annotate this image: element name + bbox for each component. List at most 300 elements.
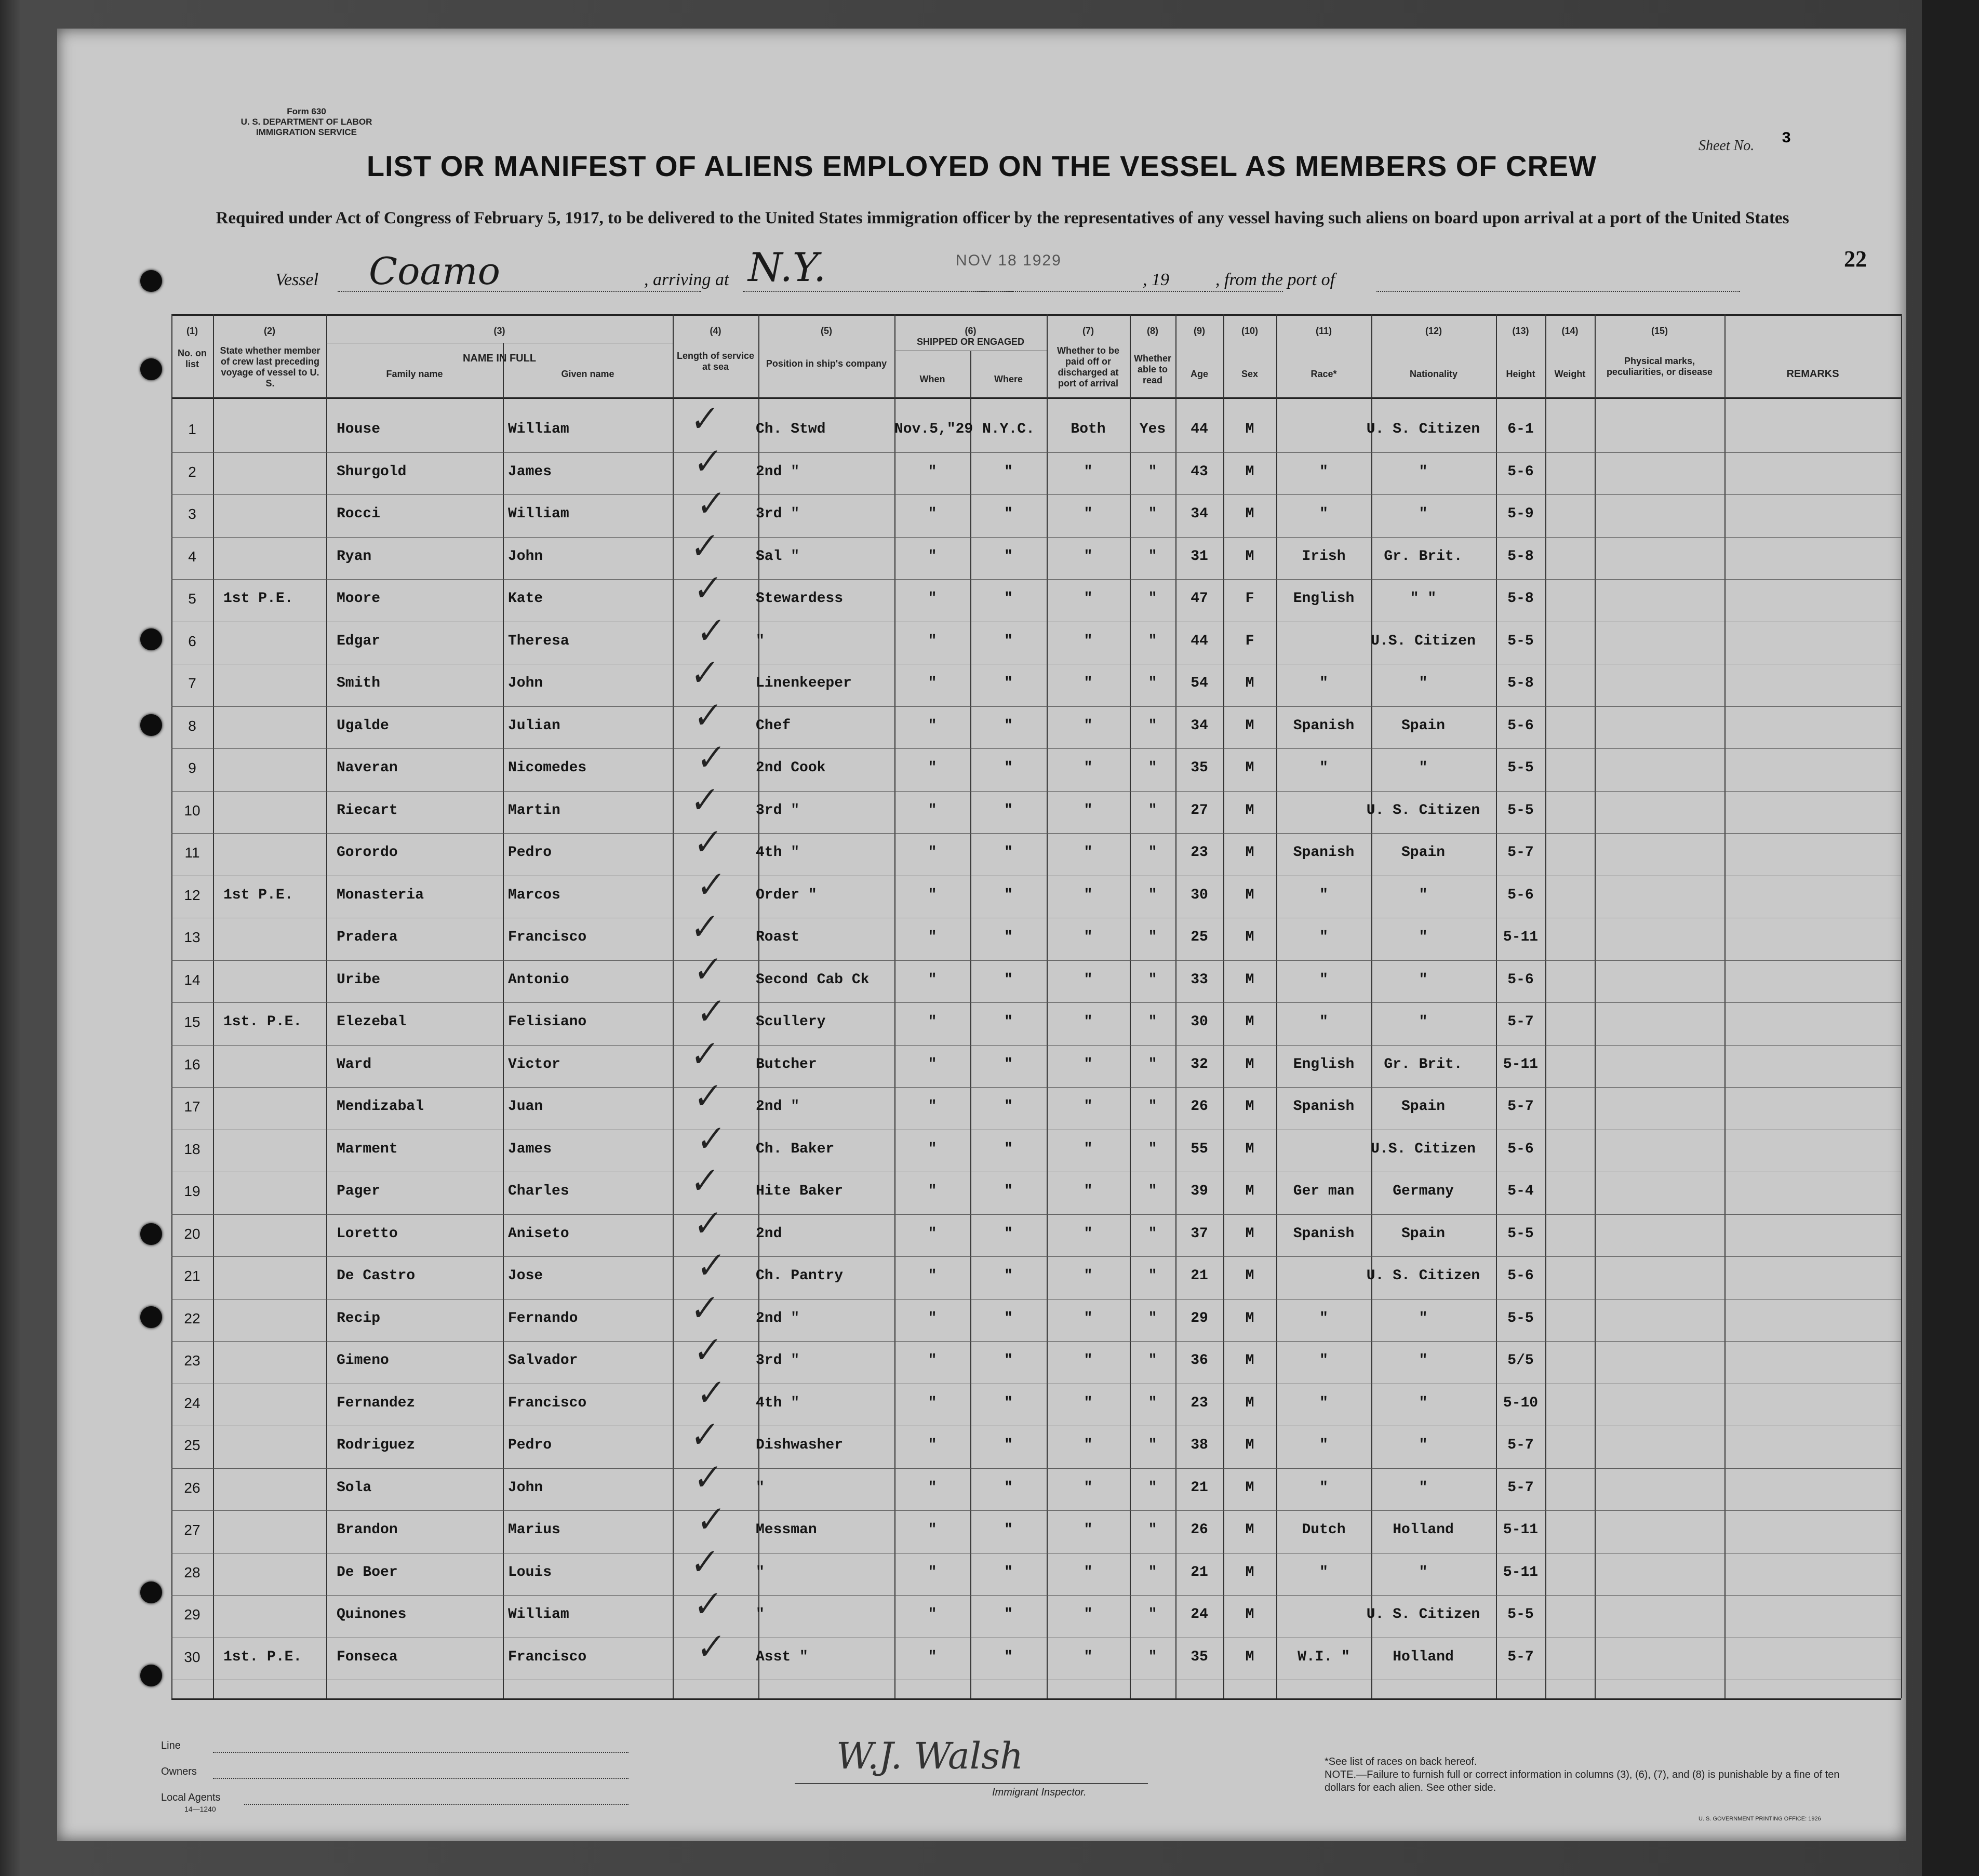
able-read-cell: " — [1148, 1310, 1157, 1326]
position-cell: Hite Baker — [756, 1183, 844, 1199]
row-number: 19 — [184, 1183, 200, 1199]
given-name-cell: Julian — [508, 717, 560, 734]
age-cell: 31 — [1191, 548, 1208, 565]
shipped-when-cell: " — [928, 1352, 937, 1369]
nationality-cell: Germany — [1393, 1183, 1454, 1199]
row-number: 8 — [188, 717, 196, 734]
family-name-cell: Rodriguez — [337, 1437, 416, 1453]
shipped-when-cell: " — [928, 802, 937, 819]
sex-cell: M — [1245, 1141, 1254, 1157]
nationality-cell: U.S. Citizen — [1371, 633, 1476, 649]
shipped-when-cell: " — [928, 1183, 937, 1199]
nationality-cell: " — [1419, 1564, 1428, 1580]
shipped-where-cell: " — [1004, 1141, 1013, 1157]
shipped-when-cell: " — [928, 929, 937, 945]
paid-off-cell: " — [1084, 548, 1093, 565]
height-cell: 5-5 — [1507, 760, 1534, 776]
row-number: 7 — [188, 675, 196, 691]
row-number: 9 — [188, 760, 196, 776]
height-cell: 6-1 — [1507, 421, 1534, 437]
height-cell: 5-11 — [1503, 1056, 1539, 1073]
race-cell: W.I. " — [1298, 1649, 1350, 1665]
service-name: IMMIGRATION SERVICE — [256, 127, 357, 137]
row-number: 2 — [188, 463, 196, 480]
table-row — [57, 793, 1906, 833]
shipped-where-cell: " — [1004, 845, 1013, 861]
table-row — [57, 1216, 1906, 1256]
sex-cell: F — [1245, 591, 1254, 607]
position-cell: Roast — [756, 929, 800, 945]
colno-5: (5) — [821, 326, 832, 336]
row-divider — [171, 494, 1901, 495]
able-read-cell: " — [1148, 1098, 1157, 1115]
shipped-where-cell: " — [1004, 717, 1013, 734]
paid-off-cell: " — [1084, 1564, 1093, 1580]
checkmark-icon: ✓ — [686, 1034, 719, 1076]
shipped-when-cell: " — [928, 717, 937, 734]
sheet-number: 3 — [1782, 130, 1791, 148]
position-cell: 2nd Cook — [756, 760, 826, 776]
position-cell: Ch. Stwd — [756, 421, 826, 437]
age-cell: 26 — [1191, 1522, 1208, 1538]
colno-2: (2) — [264, 326, 275, 336]
table-row — [57, 920, 1906, 960]
shipped-where-cell: " — [1004, 1225, 1013, 1242]
family-name-cell: Moore — [337, 591, 381, 607]
position-cell: " — [756, 633, 765, 649]
checkmark-icon: ✓ — [686, 1542, 719, 1584]
checkmark-icon: ✓ — [686, 652, 719, 695]
shipped-when-cell: " — [928, 1564, 937, 1580]
nationality-cell: " " — [1410, 591, 1437, 607]
table-row — [57, 624, 1906, 664]
header-length-service: Length of service at sea — [676, 351, 755, 372]
race-cell: Spanish — [1293, 1098, 1355, 1115]
position-cell: " — [756, 1606, 765, 1623]
height-cell: 5-7 — [1507, 1649, 1534, 1665]
colno-10: (10) — [1241, 326, 1258, 336]
checkmark-icon: ✓ — [692, 991, 725, 1034]
able-read-cell: " — [1148, 845, 1157, 861]
nationality-cell: Spain — [1401, 717, 1445, 734]
able-read-cell: " — [1148, 717, 1157, 734]
nationality-cell: Gr. Brit. — [1384, 1056, 1463, 1073]
age-cell: 30 — [1191, 887, 1208, 903]
colno-4: (4) — [710, 326, 721, 336]
row-divider — [171, 706, 1901, 707]
shipped-where-cell: " — [1004, 1395, 1013, 1411]
header-remarks: REMARKS — [1786, 368, 1839, 380]
checkmark-icon: ✓ — [686, 526, 719, 568]
family-name-cell: De Castro — [337, 1268, 416, 1284]
able-read-cell: " — [1148, 971, 1157, 988]
paid-off-cell: " — [1084, 1056, 1093, 1073]
paid-off-cell: Both — [1071, 421, 1106, 437]
inspector-label: Immigrant Inspector. — [992, 1787, 1087, 1798]
header-where: Where — [994, 374, 1023, 384]
footnote-penalty: NOTE.—Failure to furnish full or correct information in columns (3), (6), (7), and (8) is punishable by a fine of ten dollars for each alien. See other side. — [1325, 1769, 1840, 1793]
nationality-cell: " — [1419, 929, 1428, 945]
header-age: Age — [1190, 369, 1208, 379]
family-name-cell: Shurgold — [337, 463, 407, 480]
race-cell: Dutch — [1302, 1522, 1346, 1538]
footer-form-code: 14—1240 — [184, 1805, 216, 1813]
shipped-where-cell: " — [1004, 591, 1013, 607]
height-cell: 5-11 — [1503, 1522, 1539, 1538]
shipped-where-cell: " — [1004, 1522, 1013, 1538]
shipped-where-cell: " — [1004, 1606, 1013, 1623]
sex-cell: M — [1245, 1437, 1254, 1453]
table-row — [57, 1343, 1906, 1383]
shipped-where-cell: " — [1004, 506, 1013, 522]
height-cell: 5-4 — [1507, 1183, 1534, 1199]
paid-off-cell: " — [1084, 591, 1093, 607]
sex-cell: M — [1245, 421, 1254, 437]
shipped-when-cell: " — [928, 591, 937, 607]
table-row — [57, 1301, 1906, 1341]
shipped-when-cell: " — [928, 1649, 937, 1665]
given-name-cell: John — [508, 1479, 543, 1496]
age-cell: 23 — [1191, 1395, 1208, 1411]
age-cell: 38 — [1191, 1437, 1208, 1453]
age-cell: 34 — [1191, 506, 1208, 522]
height-cell: 5-7 — [1507, 1437, 1534, 1453]
nationality-cell: " — [1419, 1479, 1428, 1496]
row-number: 18 — [184, 1141, 200, 1157]
checkmark-icon: ✓ — [686, 906, 719, 949]
nationality-cell: Spain — [1401, 1098, 1445, 1115]
row-number: 13 — [184, 929, 200, 945]
checkmark-icon: ✓ — [692, 864, 725, 906]
position-cell: 2nd " — [756, 463, 800, 480]
race-cell: Spanish — [1293, 1225, 1355, 1242]
age-cell: 21 — [1191, 1564, 1208, 1580]
age-cell: 21 — [1191, 1268, 1208, 1284]
header-nationality: Nationality — [1409, 369, 1457, 379]
paid-off-cell: " — [1084, 845, 1093, 861]
height-cell: 5-5 — [1507, 1606, 1534, 1623]
sex-cell: M — [1245, 845, 1254, 861]
row-divider — [171, 1045, 1901, 1046]
row-number: 24 — [184, 1395, 200, 1411]
age-cell: 33 — [1191, 971, 1208, 988]
sex-cell: M — [1245, 1352, 1254, 1369]
race-cell: " — [1319, 1479, 1328, 1496]
able-read-cell: " — [1148, 1352, 1157, 1369]
height-cell: 5-6 — [1507, 463, 1534, 480]
row-number: 1 — [188, 421, 196, 437]
able-read-cell: Yes — [1139, 421, 1166, 437]
race-cell: English — [1293, 591, 1355, 607]
row-number: 16 — [184, 1056, 200, 1073]
age-cell: 47 — [1191, 591, 1208, 607]
sex-cell: M — [1245, 1522, 1254, 1538]
family-name-cell: Fonseca — [337, 1649, 398, 1665]
given-name-cell: Kate — [508, 591, 543, 607]
paid-off-cell: " — [1084, 1352, 1093, 1369]
table-row — [57, 1512, 1906, 1552]
position-cell: Asst " — [756, 1649, 808, 1665]
position-cell: Second Cab Ck — [756, 971, 870, 988]
colno-13: (13) — [1512, 326, 1529, 336]
height-cell: 5-6 — [1507, 717, 1534, 734]
family-name-cell: Riecart — [337, 802, 398, 819]
race-cell: Irish — [1302, 548, 1346, 565]
colno-7: (7) — [1082, 326, 1094, 336]
race-cell: " — [1319, 1352, 1328, 1369]
given-name-cell: Jose — [508, 1268, 543, 1284]
position-cell: Messman — [756, 1522, 817, 1538]
given-name-cell: James — [508, 1141, 552, 1157]
table-row — [57, 1132, 1906, 1172]
row-number: 28 — [184, 1564, 200, 1580]
page-number: 22 — [1844, 246, 1867, 272]
checkmark-icon: ✓ — [686, 1160, 719, 1203]
table-row — [57, 708, 1906, 748]
checkmark-icon: ✓ — [689, 695, 722, 737]
family-name-cell: Pradera — [337, 929, 398, 945]
shipped-when-cell: " — [928, 845, 937, 861]
age-cell: 26 — [1191, 1098, 1208, 1115]
position-cell: 2nd — [756, 1225, 782, 1242]
able-read-cell: " — [1148, 1056, 1157, 1073]
checkmark-icon: ✓ — [689, 1203, 722, 1245]
given-name-cell: Marcos — [508, 887, 560, 903]
header-no-on-list: No. on list — [178, 348, 207, 369]
race-cell: " — [1319, 463, 1328, 480]
shipped-where-cell: " — [1004, 1183, 1013, 1199]
nationality-cell: U.S. Citizen — [1371, 1141, 1476, 1157]
checkmark-icon: ✓ — [692, 1245, 725, 1288]
position-cell: Stewardess — [756, 591, 844, 607]
height-cell: 5-5 — [1507, 802, 1534, 819]
able-read-cell: " — [1148, 506, 1157, 522]
checkmark-icon: ✓ — [689, 568, 722, 610]
age-cell: 23 — [1191, 845, 1208, 861]
paid-off-cell: " — [1084, 887, 1093, 903]
nationality-cell: " — [1419, 1014, 1428, 1030]
header-family-name: Family name — [386, 369, 443, 379]
sex-cell: M — [1245, 675, 1254, 691]
checkmark-icon: ✓ — [689, 1457, 722, 1499]
shipped-when-cell: " — [928, 1225, 937, 1242]
height-cell: 5-10 — [1503, 1395, 1539, 1411]
sex-cell: M — [1245, 1225, 1254, 1242]
table-row — [57, 962, 1906, 1002]
race-cell: " — [1319, 1310, 1328, 1326]
from-port-label: , from the port of — [1215, 270, 1335, 289]
height-cell: 5/5 — [1507, 1352, 1534, 1369]
height-cell: 5-5 — [1507, 633, 1534, 649]
given-name-cell: Francisco — [508, 1395, 587, 1411]
row-divider — [171, 1002, 1901, 1003]
colno-8: (8) — [1147, 326, 1158, 336]
header-given-name: Given name — [561, 369, 614, 379]
row-number: 21 — [184, 1268, 200, 1284]
given-name-cell: Felisiano — [508, 1014, 587, 1030]
table-row — [57, 878, 1906, 918]
shipped-when-cell: " — [928, 675, 937, 691]
given-name-cell: William — [508, 421, 569, 437]
table-row — [57, 1470, 1906, 1510]
able-read-cell: " — [1148, 1183, 1157, 1199]
height-cell: 5-11 — [1503, 929, 1539, 945]
race-cell: " — [1319, 887, 1328, 903]
checkmark-icon: ✓ — [686, 780, 719, 822]
given-name-cell: William — [508, 1606, 569, 1623]
paid-off-cell: " — [1084, 1479, 1093, 1496]
row-number: 14 — [184, 971, 200, 988]
family-name-cell: Mendizabal — [337, 1098, 424, 1115]
sex-cell: M — [1245, 1014, 1254, 1030]
given-name-cell: Theresa — [508, 633, 569, 649]
nationality-cell: " — [1419, 506, 1428, 522]
shipped-where-cell: " — [1004, 1352, 1013, 1369]
colno-12: (12) — [1425, 326, 1442, 336]
sex-cell: M — [1245, 929, 1254, 945]
colno-1: (1) — [186, 326, 198, 336]
given-name-cell: Nicomedes — [508, 760, 587, 776]
header-sex: Sex — [1241, 369, 1259, 379]
position-cell: 3rd " — [756, 802, 800, 819]
date-stamp: NOV 18 1929 — [956, 252, 1062, 269]
printer-mark: U. S. GOVERNMENT PRINTING OFFICE: 1926 — [1699, 1816, 1821, 1822]
manifest-sheet — [57, 29, 1906, 1841]
race-cell: " — [1319, 1395, 1328, 1411]
position-cell: Linenkeeper — [756, 675, 852, 691]
row-divider — [171, 1341, 1901, 1342]
position-cell: Ch. Baker — [756, 1141, 835, 1157]
table-row — [57, 1089, 1906, 1129]
age-cell: 34 — [1191, 717, 1208, 734]
able-read-cell: " — [1148, 1395, 1157, 1411]
family-name-cell: De Boer — [337, 1564, 398, 1580]
able-read-cell: " — [1148, 548, 1157, 565]
header-when: When — [919, 374, 945, 384]
shipped-when-cell: " — [928, 1606, 937, 1623]
checkmark-icon: ✓ — [692, 1372, 725, 1414]
row-divider — [171, 1595, 1901, 1596]
shipped-where-cell: " — [1004, 887, 1013, 903]
shipped-where-cell: " — [1004, 1437, 1013, 1453]
checkmark-icon: ✓ — [692, 1626, 725, 1668]
age-cell: 44 — [1191, 421, 1208, 437]
checkmark-icon: ✓ — [692, 1118, 725, 1160]
row-number: 22 — [184, 1310, 200, 1326]
sex-cell: M — [1245, 760, 1254, 776]
position-cell: Dishwasher — [756, 1437, 844, 1453]
family-name-cell: Elezebal — [337, 1014, 407, 1030]
paid-off-cell: " — [1084, 1098, 1093, 1115]
row-divider — [171, 1087, 1901, 1088]
nationality-cell: Holland — [1393, 1649, 1454, 1665]
given-name-cell: Charles — [508, 1183, 569, 1199]
given-name-cell: James — [508, 463, 552, 480]
nationality-cell: " — [1419, 971, 1428, 988]
given-name-cell: Juan — [508, 1098, 543, 1115]
age-cell: 43 — [1191, 463, 1208, 480]
age-cell: 39 — [1191, 1183, 1208, 1199]
row-number: 29 — [184, 1606, 200, 1623]
race-cell: " — [1319, 506, 1328, 522]
able-read-cell: " — [1148, 1268, 1157, 1284]
table-row — [57, 539, 1906, 579]
row-number: 26 — [184, 1479, 200, 1496]
position-cell: Scullery — [756, 1014, 826, 1030]
able-read-cell: " — [1148, 1649, 1157, 1665]
nationality-cell: Spain — [1401, 1225, 1445, 1242]
shipped-where-cell: " — [1004, 760, 1013, 776]
nationality-cell: " — [1419, 887, 1428, 903]
year-label: , 19 — [1143, 270, 1169, 289]
given-name-cell: Victor — [508, 1056, 560, 1073]
age-cell: 55 — [1191, 1141, 1208, 1157]
shipped-where-cell: " — [1004, 1310, 1013, 1326]
age-cell: 37 — [1191, 1225, 1208, 1242]
position-cell: Sal " — [756, 548, 800, 565]
able-read-cell: " — [1148, 887, 1157, 903]
paid-off-cell: " — [1084, 633, 1093, 649]
paid-off-cell: " — [1084, 1141, 1093, 1157]
family-name-cell: House — [337, 421, 381, 437]
race-cell: " — [1319, 760, 1328, 776]
shipped-when-cell: " — [928, 887, 937, 903]
header-race: Race* — [1311, 369, 1337, 379]
sex-cell: M — [1245, 887, 1254, 903]
checkmark-icon: ✓ — [689, 949, 722, 991]
age-cell: 21 — [1191, 1479, 1208, 1496]
paid-off-cell: " — [1084, 802, 1093, 819]
checkmark-icon: ✓ — [692, 737, 725, 780]
shipped-when-cell: " — [928, 760, 937, 776]
shipped-when-cell: " — [928, 1141, 937, 1157]
row-divider — [171, 452, 1901, 453]
shipped-when-cell: " — [928, 971, 937, 988]
given-name-cell: John — [508, 548, 543, 565]
able-read-cell: " — [1148, 591, 1157, 607]
sex-cell: M — [1245, 1183, 1254, 1199]
row-divider — [171, 833, 1901, 834]
race-cell: Ger man — [1293, 1183, 1355, 1199]
shipped-when-cell: " — [928, 1310, 937, 1326]
age-cell: 36 — [1191, 1352, 1208, 1369]
given-name-cell: Fernando — [508, 1310, 578, 1326]
row-number: 30 — [184, 1649, 200, 1665]
row-number: 4 — [188, 548, 196, 565]
height-cell: 5-5 — [1507, 1310, 1534, 1326]
shipped-where-cell: " — [1004, 463, 1013, 480]
able-read-cell: " — [1148, 1437, 1157, 1453]
colno-6: (6) — [965, 326, 977, 336]
nationality-cell: " — [1419, 1437, 1428, 1453]
shipped-when-cell: " — [928, 1395, 937, 1411]
paid-off-cell: " — [1084, 1268, 1093, 1284]
paid-off-cell: " — [1084, 1183, 1093, 1199]
checkmark-icon: ✓ — [686, 398, 719, 441]
header-state-whether: State whether member of crew last preceding voyage of vessel to U. S. — [220, 345, 320, 388]
able-read-cell: " — [1148, 760, 1157, 776]
checkmark-icon: ✓ — [689, 441, 722, 483]
age-cell: 35 — [1191, 1649, 1208, 1665]
row-number: 3 — [188, 506, 196, 522]
row-number: 25 — [184, 1437, 200, 1453]
age-cell: 25 — [1191, 929, 1208, 945]
family-name-cell: Sola — [337, 1479, 372, 1496]
row-number: 11 — [184, 845, 200, 861]
able-read-cell: " — [1148, 929, 1157, 945]
height-cell: 5-7 — [1507, 1479, 1534, 1496]
able-read-cell: " — [1148, 1479, 1157, 1496]
